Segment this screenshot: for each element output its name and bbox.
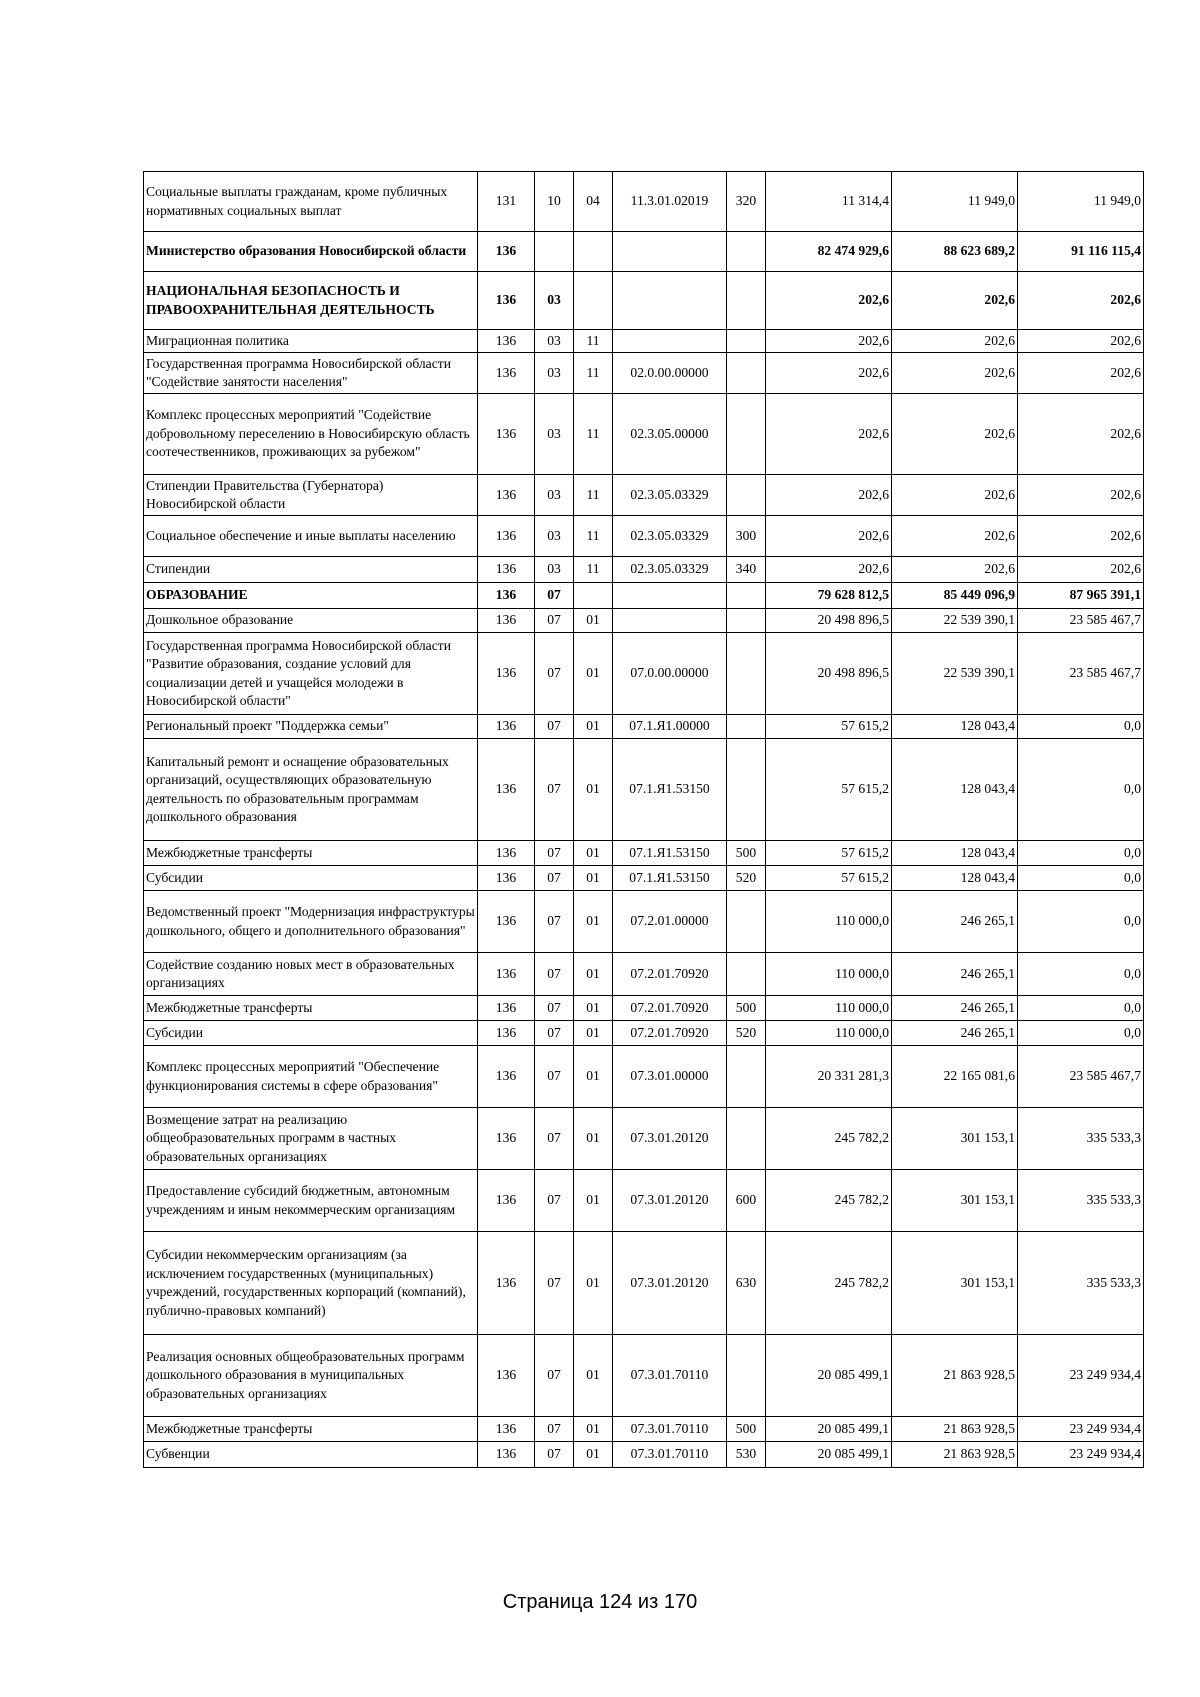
- row-amount-year-2: 202,6: [892, 353, 1018, 394]
- row-section-code: 07: [535, 1108, 574, 1170]
- row-expense-type-code: [727, 475, 766, 516]
- row-expense-type-code: 520: [727, 1021, 766, 1046]
- row-expense-type-code: 500: [727, 996, 766, 1021]
- row-amount-year-1: 202,6: [766, 330, 892, 353]
- table-row: [144, 866, 1144, 891]
- table-row: [144, 232, 1144, 272]
- row-subsection-code: 11: [574, 557, 613, 583]
- row-target-article-code: 11.3.01.02019: [613, 172, 727, 232]
- row-amount-year-2: 202,6: [892, 394, 1018, 475]
- row-expense-type-code: 520: [727, 866, 766, 891]
- row-name: Предоставление субсидий бюджетным, автономным учреждениям и иным некоммерческим организациям: [144, 1170, 478, 1232]
- row-amount-year-3: 23 585 467,7: [1018, 609, 1144, 633]
- row-amount-year-2: 246 265,1: [892, 996, 1018, 1021]
- row-amount-year-2: 202,6: [892, 557, 1018, 583]
- row-subsection-code: 11: [574, 330, 613, 353]
- row-subsection-code: 01: [574, 1417, 613, 1442]
- row-amount-year-1: 245 782,2: [766, 1170, 892, 1232]
- row-expense-type-code: [727, 394, 766, 475]
- row-amount-year-2: 301 153,1: [892, 1108, 1018, 1170]
- row-section-code: 03: [535, 330, 574, 353]
- row-amount-year-3: 0,0: [1018, 866, 1144, 891]
- row-amount-year-1: 20 331 281,3: [766, 1046, 892, 1108]
- row-target-article-code: 02.0.00.00000: [613, 353, 727, 394]
- row-expense-type-code: [727, 353, 766, 394]
- row-subsection-code: 11: [574, 516, 613, 557]
- table-row: [144, 715, 1144, 739]
- row-amount-year-2: 202,6: [892, 475, 1018, 516]
- row-amount-year-1: 57 615,2: [766, 866, 892, 891]
- row-amount-year-1: 20 498 896,5: [766, 609, 892, 633]
- row-amount-year-2: 301 153,1: [892, 1170, 1018, 1232]
- table-row: [144, 1046, 1144, 1108]
- row-subsection-code: 01: [574, 1232, 613, 1335]
- table-row: [144, 353, 1144, 394]
- row-amount-year-1: 202,6: [766, 272, 892, 330]
- table-row: [144, 841, 1144, 866]
- table-row: [144, 1108, 1144, 1170]
- row-grbs-code: 136: [478, 272, 535, 330]
- row-grbs-code: 136: [478, 1232, 535, 1335]
- row-expense-type-code: 630: [727, 1232, 766, 1335]
- table-row: [144, 609, 1144, 633]
- row-amount-year-2: 128 043,4: [892, 715, 1018, 739]
- table-row: [144, 1232, 1144, 1335]
- row-subsection-code: 01: [574, 609, 613, 633]
- row-amount-year-1: 20 085 499,1: [766, 1335, 892, 1417]
- row-name: Возмещение затрат на реализацию общеобразовательных программ в частных образовательных организациях: [144, 1108, 478, 1170]
- row-amount-year-1: 57 615,2: [766, 715, 892, 739]
- row-grbs-code: 136: [478, 330, 535, 353]
- row-amount-year-3: 91 116 115,4: [1018, 232, 1144, 272]
- row-name: Комплекс процессных мероприятий "Содействие добровольному переселению в Новосибирскую область соотечественников, проживающих за рубежом": [144, 394, 478, 475]
- row-subsection-code: 01: [574, 1108, 613, 1170]
- row-subsection-code: 01: [574, 1335, 613, 1417]
- row-grbs-code: 136: [478, 475, 535, 516]
- row-grbs-code: 136: [478, 516, 535, 557]
- row-amount-year-2: 246 265,1: [892, 953, 1018, 996]
- row-subsection-code: 01: [574, 1021, 613, 1046]
- row-grbs-code: 136: [478, 739, 535, 841]
- row-expense-type-code: [727, 272, 766, 330]
- row-amount-year-1: 202,6: [766, 394, 892, 475]
- row-grbs-code: 136: [478, 996, 535, 1021]
- row-name: Межбюджетные трансферты: [144, 841, 478, 866]
- table-body: [144, 172, 1144, 1468]
- row-target-article-code: 07.2.01.70920: [613, 953, 727, 996]
- row-name: Комплекс процессных мероприятий "Обеспечение функционирования системы в сфере образования": [144, 1046, 478, 1108]
- table-row: [144, 739, 1144, 841]
- row-target-article-code: 07.2.01.00000: [613, 891, 727, 953]
- row-target-article-code: 07.2.01.70920: [613, 996, 727, 1021]
- row-name: Субвенции: [144, 1442, 478, 1468]
- table-row: [144, 953, 1144, 996]
- row-subsection-code: 01: [574, 1170, 613, 1232]
- row-subsection-code: [574, 272, 613, 330]
- row-amount-year-3: 0,0: [1018, 715, 1144, 739]
- row-subsection-code: 01: [574, 891, 613, 953]
- row-grbs-code: 136: [478, 1335, 535, 1417]
- row-amount-year-1: 20 498 896,5: [766, 633, 892, 715]
- row-amount-year-3: 202,6: [1018, 353, 1144, 394]
- row-subsection-code: 11: [574, 394, 613, 475]
- row-amount-year-3: 202,6: [1018, 475, 1144, 516]
- row-section-code: 07: [535, 1335, 574, 1417]
- row-name: Миграционная политика: [144, 330, 478, 353]
- row-target-article-code: 07.3.01.00000: [613, 1046, 727, 1108]
- row-target-article-code: 07.3.01.70110: [613, 1417, 727, 1442]
- row-amount-year-3: 202,6: [1018, 272, 1144, 330]
- table-row: [144, 330, 1144, 353]
- table-row: [144, 516, 1144, 557]
- row-target-article-code: [613, 330, 727, 353]
- row-amount-year-3: 0,0: [1018, 841, 1144, 866]
- row-amount-year-1: 202,6: [766, 557, 892, 583]
- row-amount-year-3: 0,0: [1018, 996, 1144, 1021]
- row-name: Ведомственный проект "Модернизация инфраструктуры дошкольного, общего и дополнительного образования": [144, 891, 478, 953]
- row-amount-year-3: 87 965 391,1: [1018, 583, 1144, 609]
- row-amount-year-1: 245 782,2: [766, 1108, 892, 1170]
- row-amount-year-3: 202,6: [1018, 394, 1144, 475]
- row-expense-type-code: [727, 232, 766, 272]
- row-section-code: 07: [535, 1442, 574, 1468]
- row-target-article-code: 07.3.01.70110: [613, 1335, 727, 1417]
- row-amount-year-2: 21 863 928,5: [892, 1417, 1018, 1442]
- row-grbs-code: 136: [478, 1417, 535, 1442]
- row-expense-type-code: [727, 715, 766, 739]
- row-section-code: 07: [535, 633, 574, 715]
- table-row: [144, 1417, 1144, 1442]
- row-amount-year-3: 23 585 467,7: [1018, 633, 1144, 715]
- row-name: Субсидии: [144, 1021, 478, 1046]
- row-subsection-code: 01: [574, 841, 613, 866]
- row-grbs-code: 136: [478, 715, 535, 739]
- table-row: [144, 1442, 1144, 1468]
- row-target-article-code: 07.3.01.20120: [613, 1232, 727, 1335]
- table-row: [144, 1335, 1144, 1417]
- row-expense-type-code: [727, 583, 766, 609]
- row-name: Социальное обеспечение и иные выплаты населению: [144, 516, 478, 557]
- row-section-code: 07: [535, 715, 574, 739]
- row-amount-year-2: 22 539 390,1: [892, 609, 1018, 633]
- row-grbs-code: 136: [478, 1046, 535, 1108]
- row-section-code: 07: [535, 866, 574, 891]
- table-row: [144, 557, 1144, 583]
- row-section-code: 03: [535, 394, 574, 475]
- row-subsection-code: 11: [574, 353, 613, 394]
- row-expense-type-code: [727, 1108, 766, 1170]
- row-target-article-code: 07.1.Я1.53150: [613, 739, 727, 841]
- row-amount-year-1: 110 000,0: [766, 953, 892, 996]
- row-subsection-code: 01: [574, 953, 613, 996]
- table-row: [144, 172, 1144, 232]
- row-target-article-code: 02.3.05.03329: [613, 475, 727, 516]
- table-row: [144, 475, 1144, 516]
- row-amount-year-3: 23 249 934,4: [1018, 1335, 1144, 1417]
- row-subsection-code: 01: [574, 866, 613, 891]
- table-row: [144, 394, 1144, 475]
- row-section-code: [535, 232, 574, 272]
- row-amount-year-1: 202,6: [766, 516, 892, 557]
- row-expense-type-code: [727, 1335, 766, 1417]
- row-expense-type-code: [727, 891, 766, 953]
- row-name: Субсидии: [144, 866, 478, 891]
- row-section-code: 10: [535, 172, 574, 232]
- row-grbs-code: 136: [478, 841, 535, 866]
- row-target-article-code: [613, 609, 727, 633]
- row-name: Межбюджетные трансферты: [144, 996, 478, 1021]
- row-subsection-code: 01: [574, 715, 613, 739]
- row-subsection-code: 11: [574, 475, 613, 516]
- row-target-article-code: [613, 272, 727, 330]
- row-subsection-code: 01: [574, 633, 613, 715]
- row-grbs-code: 136: [478, 353, 535, 394]
- row-name: Стипендии Правительства (Губернатора) Новосибирской области: [144, 475, 478, 516]
- row-subsection-code: 01: [574, 1442, 613, 1468]
- row-section-code: 03: [535, 272, 574, 330]
- row-target-article-code: 02.3.05.03329: [613, 557, 727, 583]
- row-section-code: 07: [535, 891, 574, 953]
- row-target-article-code: 07.3.01.20120: [613, 1170, 727, 1232]
- row-expense-type-code: [727, 1046, 766, 1108]
- row-expense-type-code: [727, 739, 766, 841]
- row-amount-year-3: 202,6: [1018, 557, 1144, 583]
- row-expense-type-code: 600: [727, 1170, 766, 1232]
- row-amount-year-3: 0,0: [1018, 891, 1144, 953]
- row-name: НАЦИОНАЛЬНАЯ БЕЗОПАСНОСТЬ И ПРАВООХРАНИТЕЛЬНАЯ ДЕЯТЕЛЬНОСТЬ: [144, 272, 478, 330]
- row-section-code: 03: [535, 475, 574, 516]
- row-target-article-code: 07.1.Я1.53150: [613, 841, 727, 866]
- row-amount-year-2: 202,6: [892, 516, 1018, 557]
- row-amount-year-1: 57 615,2: [766, 841, 892, 866]
- row-amount-year-3: 202,6: [1018, 330, 1144, 353]
- row-target-article-code: 07.2.01.70920: [613, 1021, 727, 1046]
- row-amount-year-1: 79 628 812,5: [766, 583, 892, 609]
- row-target-article-code: [613, 232, 727, 272]
- row-grbs-code: 136: [478, 891, 535, 953]
- row-amount-year-2: 246 265,1: [892, 1021, 1018, 1046]
- row-grbs-code: 136: [478, 1442, 535, 1468]
- row-name: Министерство образования Новосибирской области: [144, 232, 478, 272]
- row-target-article-code: 07.1.Я1.00000: [613, 715, 727, 739]
- row-amount-year-1: 20 085 499,1: [766, 1417, 892, 1442]
- row-subsection-code: 01: [574, 996, 613, 1021]
- row-amount-year-1: 110 000,0: [766, 1021, 892, 1046]
- table-row: [144, 1021, 1144, 1046]
- row-amount-year-2: 22 165 081,6: [892, 1046, 1018, 1108]
- row-amount-year-2: 128 043,4: [892, 866, 1018, 891]
- row-expense-type-code: 300: [727, 516, 766, 557]
- table-row: [144, 1170, 1144, 1232]
- row-grbs-code: 136: [478, 609, 535, 633]
- row-name: Межбюджетные трансферты: [144, 1417, 478, 1442]
- row-section-code: 07: [535, 739, 574, 841]
- row-name: Капитальный ремонт и оснащение образовательных организаций, осуществляющих образовательную деятельность по образовательным программам дошкольного образования: [144, 739, 478, 841]
- row-section-code: 07: [535, 996, 574, 1021]
- row-amount-year-3: 0,0: [1018, 1021, 1144, 1046]
- row-section-code: 07: [535, 841, 574, 866]
- row-amount-year-2: 21 863 928,5: [892, 1442, 1018, 1468]
- table-row: [144, 583, 1144, 609]
- table-row: [144, 633, 1144, 715]
- row-section-code: 07: [535, 1170, 574, 1232]
- row-grbs-code: 136: [478, 1108, 535, 1170]
- row-name: Содействие созданию новых мест в образовательных организациях: [144, 953, 478, 996]
- row-grbs-code: 131: [478, 172, 535, 232]
- row-name: Стипендии: [144, 557, 478, 583]
- row-grbs-code: 136: [478, 953, 535, 996]
- row-section-code: 07: [535, 583, 574, 609]
- row-section-code: 07: [535, 953, 574, 996]
- row-amount-year-1: 20 085 499,1: [766, 1442, 892, 1468]
- row-amount-year-3: 335 533,3: [1018, 1108, 1144, 1170]
- row-grbs-code: 136: [478, 1170, 535, 1232]
- row-target-article-code: 07.3.01.70110: [613, 1442, 727, 1468]
- budget-table: [143, 171, 1144, 1468]
- row-section-code: 03: [535, 516, 574, 557]
- row-amount-year-3: 23 585 467,7: [1018, 1046, 1144, 1108]
- row-grbs-code: 136: [478, 232, 535, 272]
- row-name: Дошкольное образование: [144, 609, 478, 633]
- row-amount-year-1: 110 000,0: [766, 891, 892, 953]
- row-amount-year-1: 202,6: [766, 475, 892, 516]
- row-grbs-code: 136: [478, 1021, 535, 1046]
- row-amount-year-1: 202,6: [766, 353, 892, 394]
- row-amount-year-2: 202,6: [892, 272, 1018, 330]
- row-amount-year-2: 21 863 928,5: [892, 1335, 1018, 1417]
- row-amount-year-2: 88 623 689,2: [892, 232, 1018, 272]
- table-row: [144, 996, 1144, 1021]
- table-row: [144, 891, 1144, 953]
- row-amount-year-2: 128 043,4: [892, 739, 1018, 841]
- row-amount-year-3: 0,0: [1018, 739, 1144, 841]
- row-section-code: 07: [535, 1417, 574, 1442]
- row-subsection-code: [574, 232, 613, 272]
- row-name: ОБРАЗОВАНИЕ: [144, 583, 478, 609]
- row-name: Государственная программа Новосибирской области "Развитие образования, создание условий для социализации детей и учащейся молодежи в Новосибирской области": [144, 633, 478, 715]
- row-target-article-code: 07.1.Я1.53150: [613, 866, 727, 891]
- row-amount-year-2: 128 043,4: [892, 841, 1018, 866]
- row-amount-year-1: 245 782,2: [766, 1232, 892, 1335]
- row-name: Государственная программа Новосибирской области "Содействие занятости населения": [144, 353, 478, 394]
- row-amount-year-3: 11 949,0: [1018, 172, 1144, 232]
- row-grbs-code: 136: [478, 633, 535, 715]
- row-amount-year-3: 0,0: [1018, 953, 1144, 996]
- row-amount-year-1: 57 615,2: [766, 739, 892, 841]
- row-amount-year-2: 246 265,1: [892, 891, 1018, 953]
- row-grbs-code: 136: [478, 583, 535, 609]
- row-amount-year-2: 202,6: [892, 330, 1018, 353]
- row-subsection-code: 01: [574, 739, 613, 841]
- row-section-code: 07: [535, 1232, 574, 1335]
- row-target-article-code: 07.0.00.00000: [613, 633, 727, 715]
- page-number: Страница 124 из 170: [502, 1591, 698, 1613]
- row-amount-year-3: 202,6: [1018, 516, 1144, 557]
- row-expense-type-code: 340: [727, 557, 766, 583]
- row-amount-year-2: 301 153,1: [892, 1232, 1018, 1335]
- row-section-code: 07: [535, 609, 574, 633]
- row-section-code: 07: [535, 1021, 574, 1046]
- row-section-code: 07: [535, 1046, 574, 1108]
- row-amount-year-1: 11 314,4: [766, 172, 892, 232]
- row-amount-year-3: 335 533,3: [1018, 1170, 1144, 1232]
- row-name: Региональный проект "Поддержка семьи": [144, 715, 478, 739]
- row-amount-year-1: 82 474 929,6: [766, 232, 892, 272]
- row-grbs-code: 136: [478, 557, 535, 583]
- row-expense-type-code: 530: [727, 1442, 766, 1468]
- row-amount-year-3: 335 533,3: [1018, 1232, 1144, 1335]
- row-target-article-code: 07.3.01.20120: [613, 1108, 727, 1170]
- row-amount-year-2: 22 539 390,1: [892, 633, 1018, 715]
- row-target-article-code: [613, 583, 727, 609]
- row-amount-year-3: 23 249 934,4: [1018, 1417, 1144, 1442]
- row-expense-type-code: [727, 633, 766, 715]
- row-name: Субсидии некоммерческим организациям (за исключением государственных (муниципальных) учреждений, государственных корпораций (компаний), публично-правовых компаний): [144, 1232, 478, 1335]
- row-section-code: 03: [535, 557, 574, 583]
- row-expense-type-code: [727, 953, 766, 996]
- row-subsection-code: 04: [574, 172, 613, 232]
- row-expense-type-code: 500: [727, 841, 766, 866]
- row-amount-year-1: 110 000,0: [766, 996, 892, 1021]
- row-grbs-code: 136: [478, 866, 535, 891]
- row-subsection-code: 01: [574, 1046, 613, 1108]
- table-row: [144, 272, 1144, 330]
- row-section-code: 03: [535, 353, 574, 394]
- row-expense-type-code: [727, 330, 766, 353]
- row-target-article-code: 02.3.05.00000: [613, 394, 727, 475]
- row-target-article-code: 02.3.05.03329: [613, 516, 727, 557]
- row-expense-type-code: [727, 609, 766, 633]
- row-expense-type-code: 320: [727, 172, 766, 232]
- row-grbs-code: 136: [478, 394, 535, 475]
- row-amount-year-2: 85 449 096,9: [892, 583, 1018, 609]
- row-expense-type-code: 500: [727, 1417, 766, 1442]
- row-amount-year-3: 23 249 934,4: [1018, 1442, 1144, 1468]
- row-subsection-code: [574, 583, 613, 609]
- row-name: Социальные выплаты гражданам, кроме публичных нормативных социальных выплат: [144, 172, 478, 232]
- row-name: Реализация основных общеобразовательных программ дошкольного образования в муниципальных образовательных организациях: [144, 1335, 478, 1417]
- row-amount-year-2: 11 949,0: [892, 172, 1018, 232]
